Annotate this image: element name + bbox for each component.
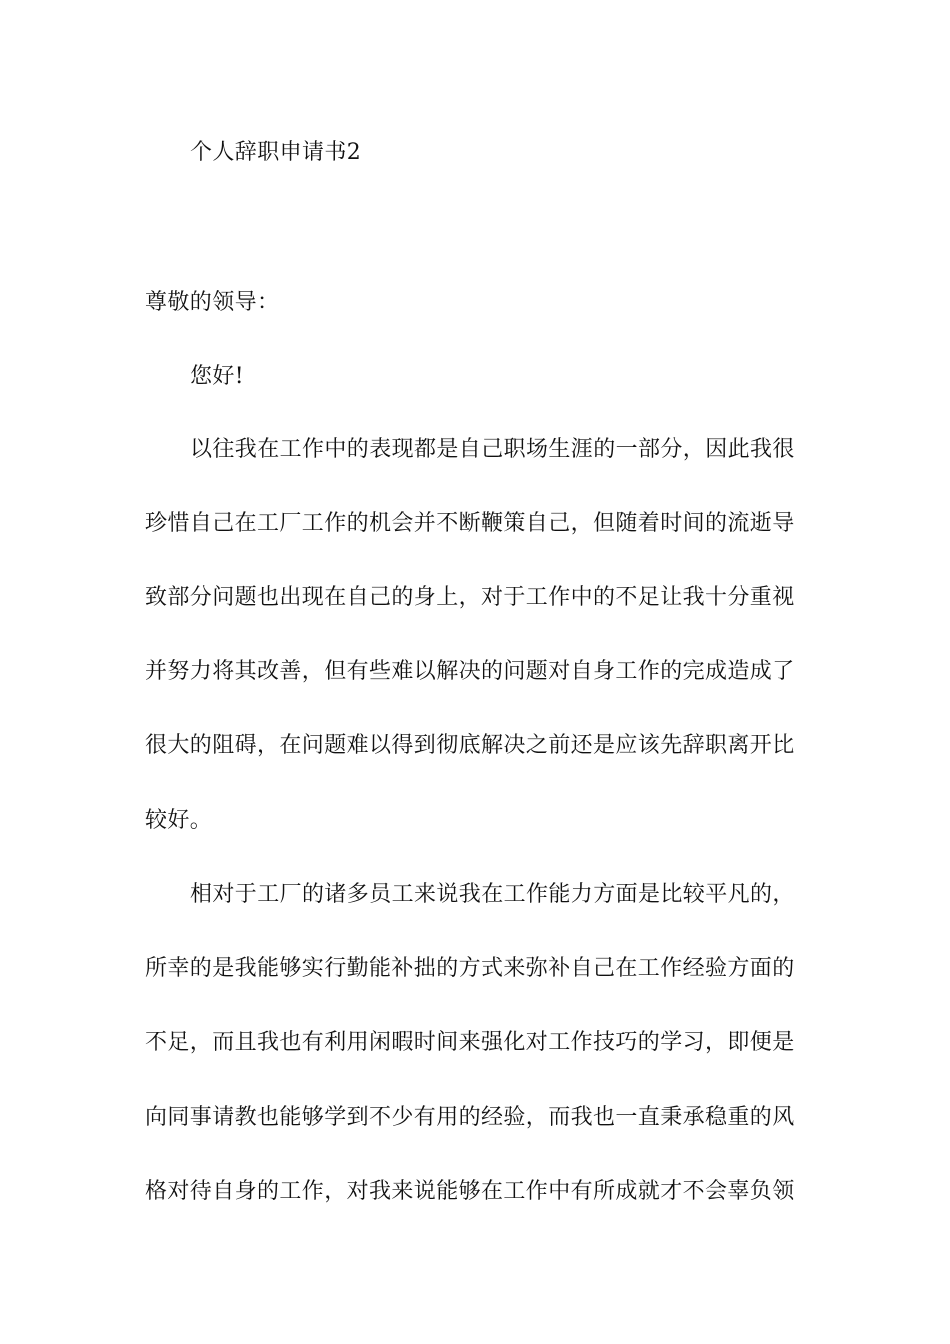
paragraph-1-line-6: 较好。 [145,808,213,833]
paragraph-1-line-3: 致部分问题也出现在自己的身上，对于工作中的不足让我十分重视 [145,585,795,610]
greeting: 您好! [190,364,245,389]
paragraph-1-line-5: 很大的阻碍，在问题难以得到彻底解决之前还是应该先辞职离开比 [145,733,795,758]
paragraph-2-line-1: 相对于工厂的诸多员工来说我在工作能力方面是比较平凡的， [190,882,795,907]
paragraph-2-line-2: 所幸的是我能够实行勤能补拙的方式来弥补自己在工作经验方面的 [145,956,795,981]
paragraph-1-line-2: 珍惜自己在工厂工作的机会并不断鞭策自己，但随着时间的流逝导 [145,511,795,536]
salutation: 尊敬的领导： [145,290,280,315]
paragraph-1-line-4: 并努力将其改善，但有些难以解决的问题对自身工作的完成造成了 [145,659,795,684]
paragraph-2-line-5: 格对待自身的工作，对我来说能够在工作中有所成就才不会辜负领 [145,1179,795,1204]
paragraph-2-line-4: 向同事请教也能够学到不少有用的经验，而我也一直秉承稳重的风 [145,1105,795,1130]
document-title: 个人辞职申请书2 [190,140,362,165]
paragraph-1-line-1: 以往我在工作中的表现都是自己职场生涯的一部分，因此我很 [190,437,795,462]
paragraph-2-line-3: 不足，而且我也有利用闲暇时间来强化对工作技巧的学习，即便是 [145,1030,795,1055]
